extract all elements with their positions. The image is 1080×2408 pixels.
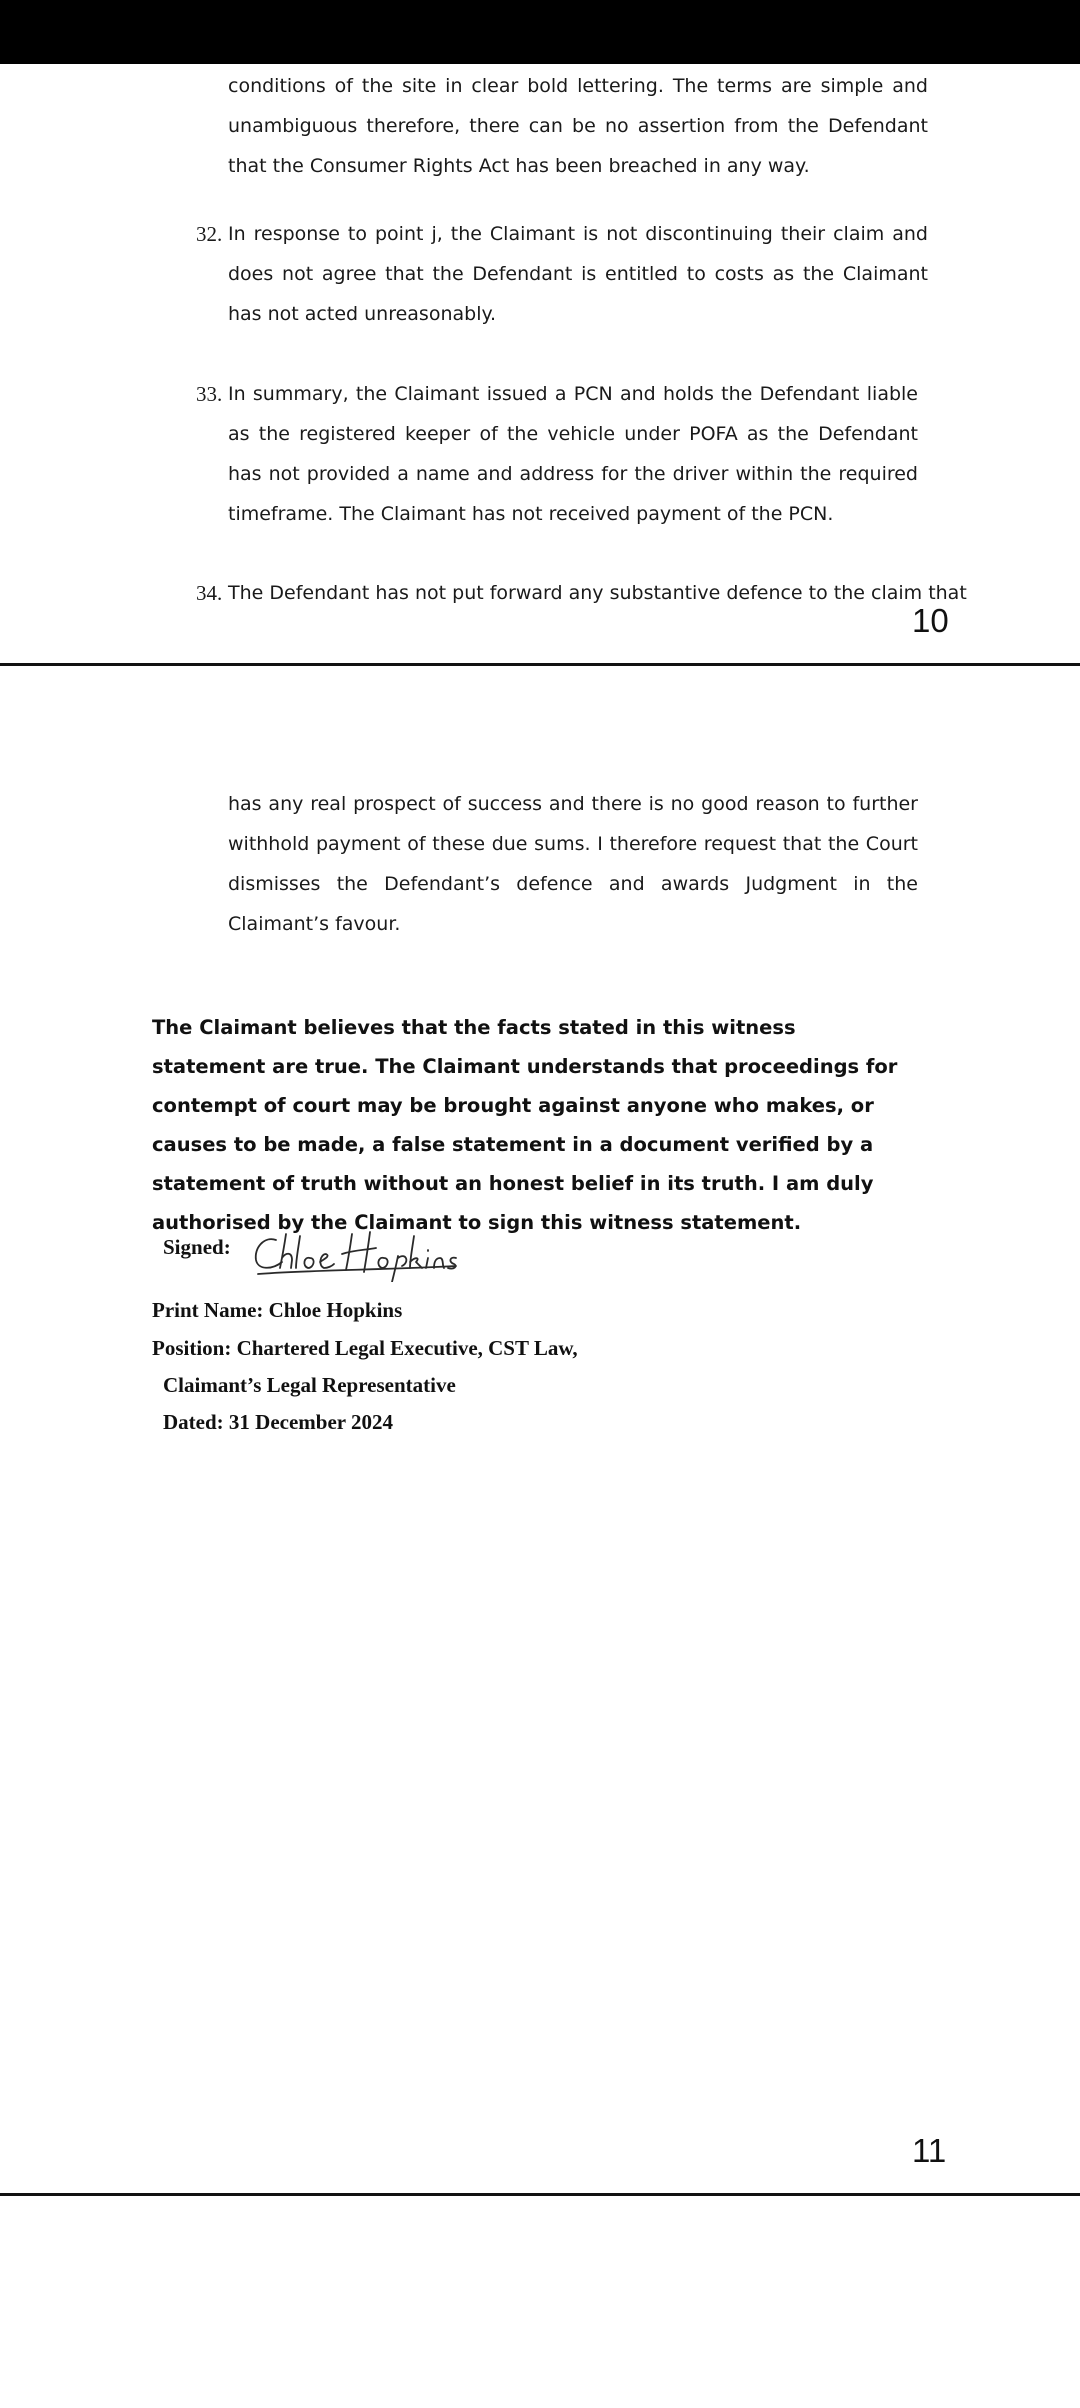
paragraph-33: In summary, the Claimant issued a PCN and holds the Defendant liable as the registered keeper of the vehicle under POFA as the Defendant has not provided a name and address for the driver within the required timeframe. The Claimant has not received payment of the PCN. [228, 383, 918, 525]
statement-of-truth: The Claimant believes that the facts stated in this witness statement are true. The Claimant understands that proceedings for contempt of court may be brought against anyone who makes, or causes to be made, a false statement in a document verified by a statement of truth without an honest belief in its truth. I am duly authorised by the Claimant to sign this witness statement. [152, 1016, 898, 1234]
paragraph-34: The Defendant has not put forward any substantive defence to the claim that [228, 582, 967, 604]
page-divider-bottom [0, 2193, 1080, 2196]
paragraph-34-continued: has any real prospect of success and there is no good reason to further withhold payment of these due sums. I therefore request that the Court dismisses the Defendant’s defence and awards Judgment in the Claimant’s favour. [228, 793, 918, 935]
item-number-33: 33. [196, 382, 223, 406]
status-bar [0, 0, 1080, 64]
position-line-1: Position: Chartered Legal Executive, CST Law, [152, 1336, 578, 1360]
signature-image [250, 1226, 460, 1282]
page-number-10: 10 [912, 602, 949, 639]
page-divider [0, 663, 1080, 666]
paragraph-31-continued: conditions of the site in clear bold lettering. The terms are simple and unambiguous therefore, there can be no assertion from the Defendant that the Consumer Rights Act has been breached in any way. [228, 75, 928, 177]
paragraph-32: In response to point j, the Claimant is not discontinuing their claim and does not agree that the Defendant is entitled to costs as the Claimant has not acted unreasonably. [228, 223, 928, 325]
item-number-34: 34. [196, 581, 223, 605]
position-line-2: Claimant’s Legal Representative [163, 1373, 456, 1397]
signed-label: Signed: [163, 1235, 231, 1259]
page-number-11: 11 [912, 2132, 947, 2169]
handwritten-signature [250, 1226, 460, 1286]
print-name: Print Name: Chloe Hopkins [152, 1298, 403, 1322]
item-number-32: 32. [196, 222, 223, 246]
dated-line: Dated: 31 December 2024 [163, 1410, 393, 1434]
